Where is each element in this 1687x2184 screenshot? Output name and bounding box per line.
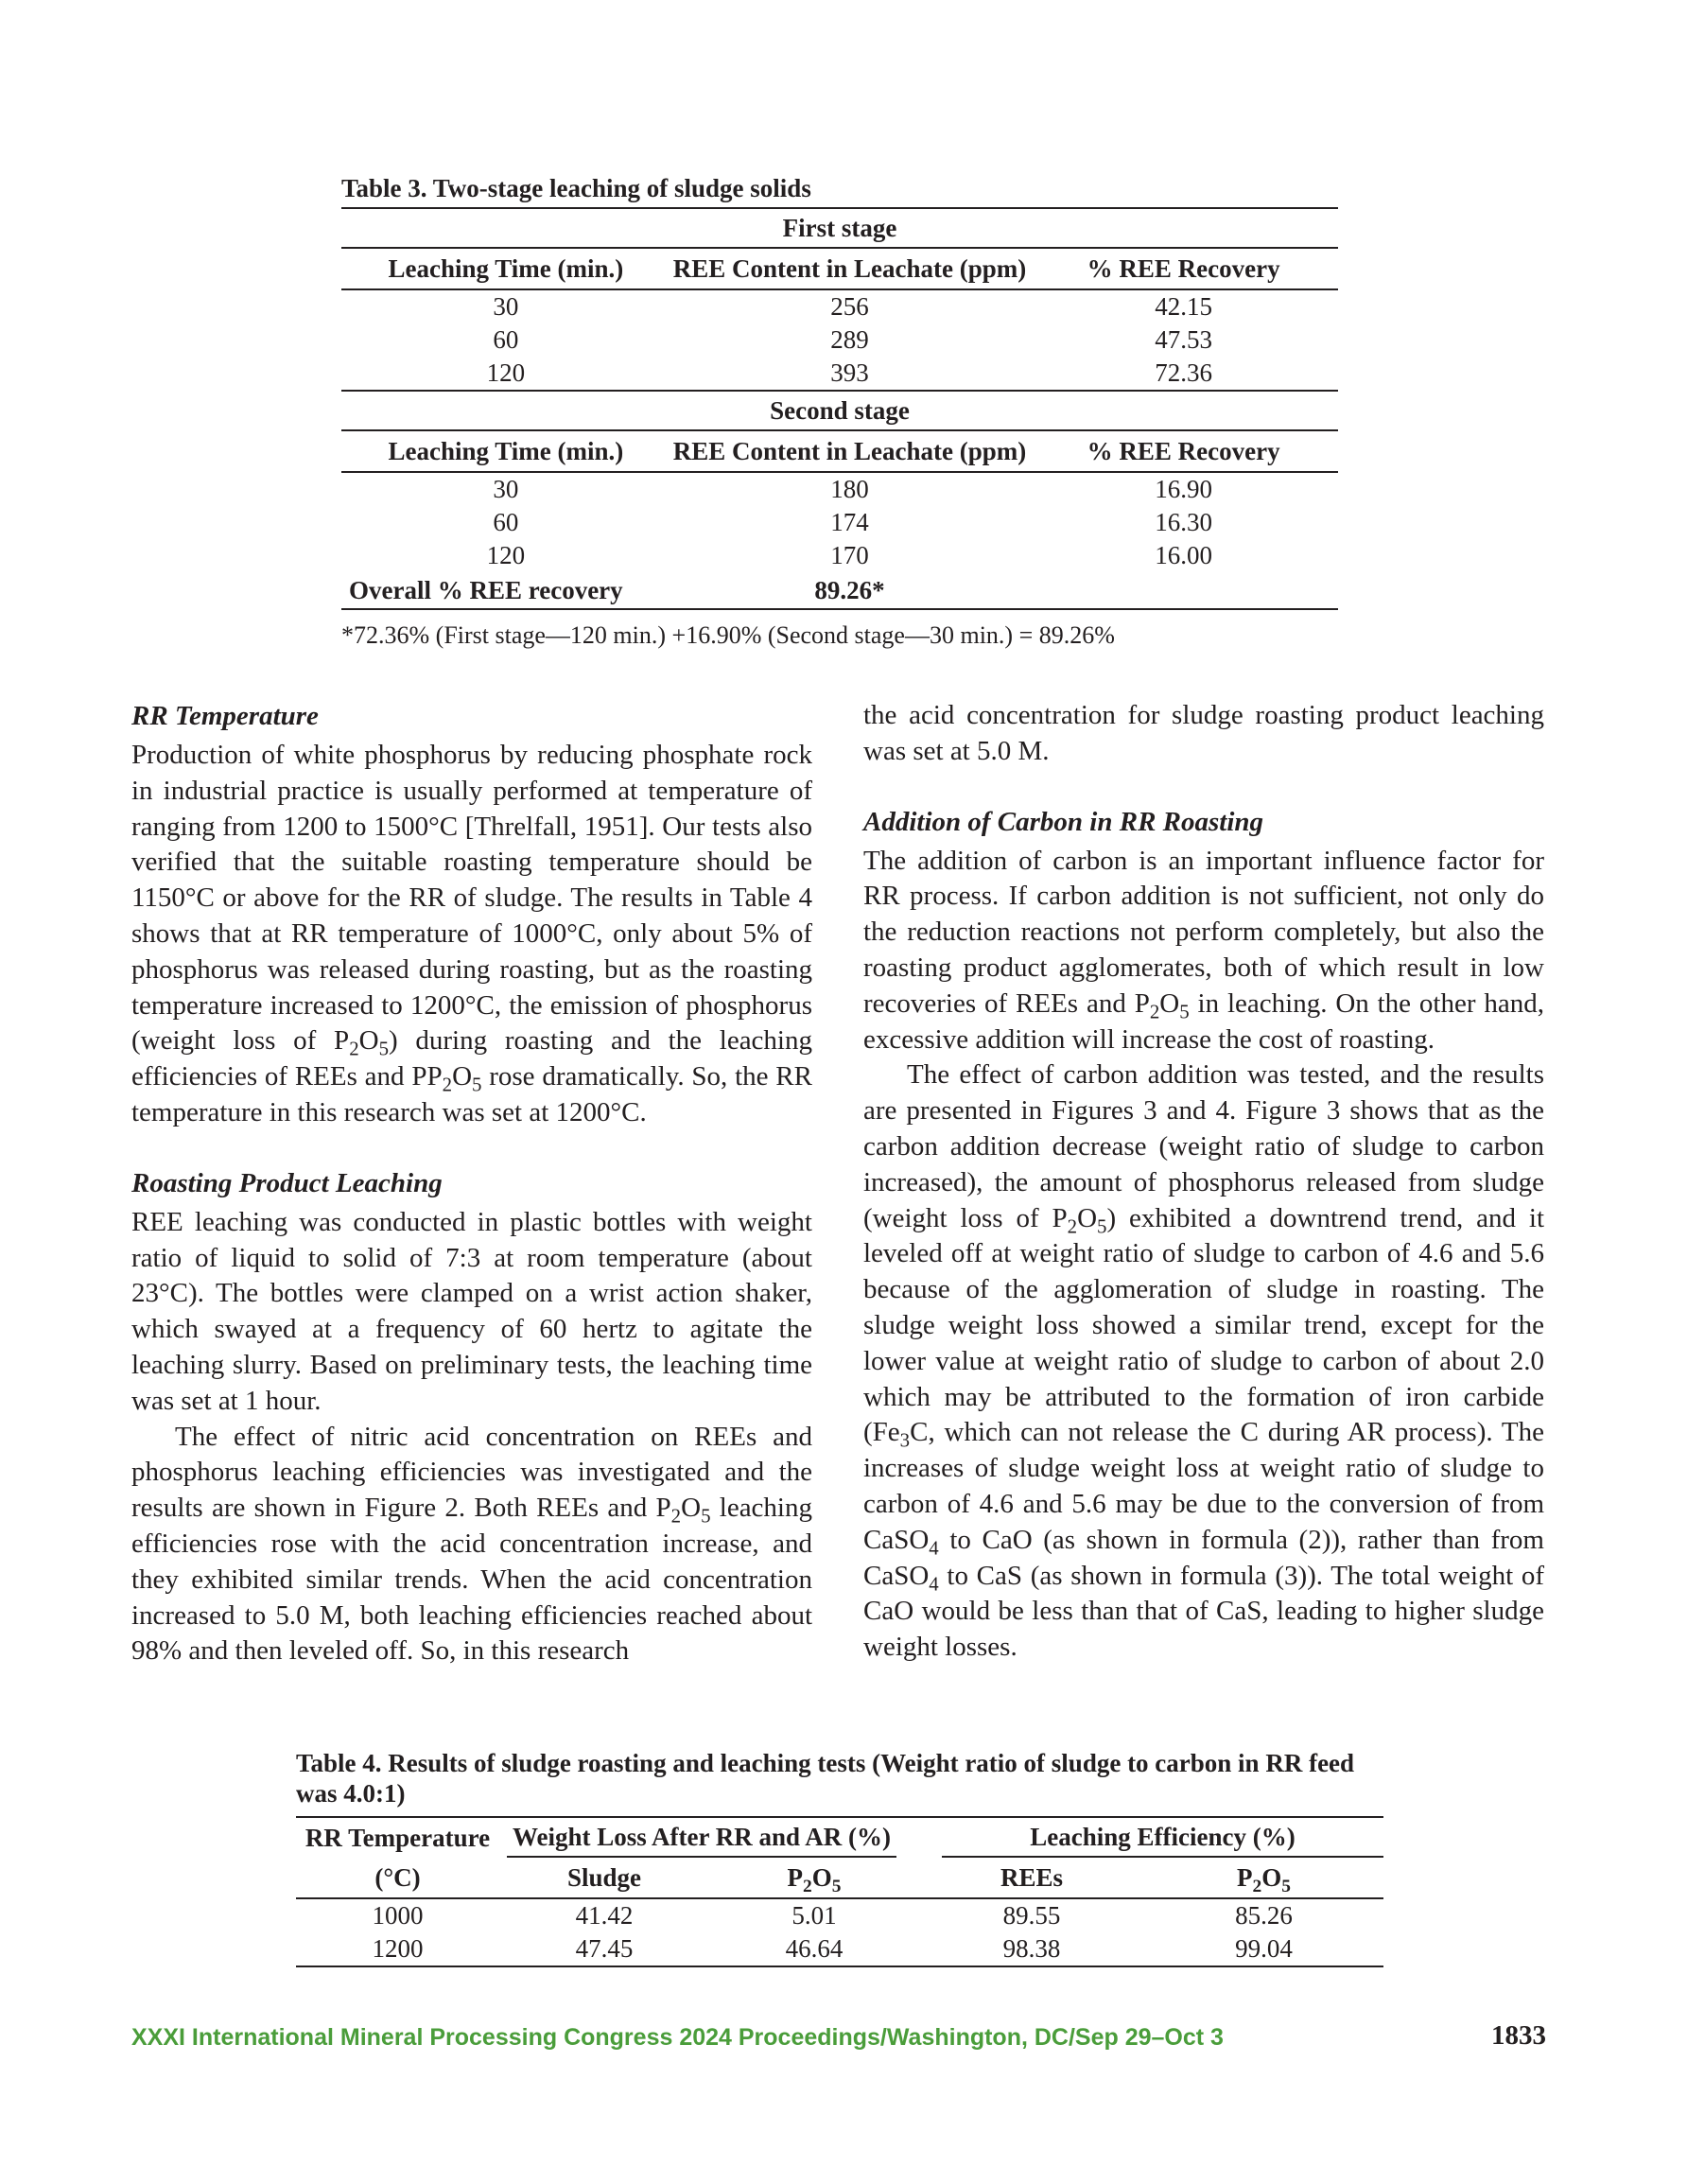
table-cell: 60 [493,325,519,354]
column-header: Leaching Time (min.) [341,430,670,472]
table-cell: 30 [493,292,519,321]
column-header: (°C) [296,1858,499,1898]
data-table [341,207,1338,610]
table-cell: 120 [486,541,526,569]
table-cell: 1200 [296,1932,499,1966]
table-footnote: *72.36% (First stage—120 min.) +16.90% (Second stage—30 min.) = 89.26% [341,621,1115,649]
section-heading: Roasting Product Leaching [131,1167,443,1198]
table-cell: 89.55 [1002,1901,1061,1930]
paragraph: The addition of carbon is an important influence factor for RR process. If carbon addition is not sufficient, not only do the reduction reactions not perform completely, but also the roasting product agglomerates, both of which result in low recoveries of REEs and $P_2O_5$ in leaching. On the other hand, excessive addition will increase the cost of roasting. [863,845,1544,1055]
table-cell: 16.00 [1155,541,1212,569]
table-3 [341,173,1338,650]
table-cell: 16.30 [1155,508,1212,536]
overall-recovery-value: 89.26* [670,572,1029,609]
table-cell: 1000 [372,1901,424,1930]
table-cell: 85.26 [1235,1901,1293,1930]
column-header: % REE Recovery [1029,248,1338,289]
column-group-header: Weight Loss After RR and AR (%) [499,1817,919,1858]
footer-text: XXXI International Mineral Processing Congress 2024 Proceedings/Washington, DC/Sep 29–Oct 3 [131,2024,1224,2051]
table-caption: Table 4. Results of sludge roasting and leaching tests (Weight ratio of sludge to carbon in RR feed was 4.0:1) [296,1749,1355,1808]
table-cell: 256 [830,292,869,321]
table-cell: 30 [493,475,519,503]
table-cell: 42.15 [1155,292,1212,321]
section-heading: RR Temperature [131,701,319,731]
table-cell: 47.45 [499,1932,709,1966]
first-stage-label: First stage [341,208,1338,248]
table-cell: 393 [830,358,869,387]
paragraph: the acid concentration for sludge roasting product leaching was set at 5.0 M. [863,700,1544,766]
paragraph: Production of white phosphorus by reducing phosphate rock in industrial practice is usually performed at temperature of ranging from 1200 to 1500°C [Threlfall, 1951]. Our tests also verified that the suitable roasting temperature should be 1150°C or above for the RR of sludge. The results in Table 4 shows that at RR temperature of 1000°C, only about 5% of phosphorus was released during roasting, but as the roasting temperature increased to 1200°C, the emission of phosphorus (weight loss of $P_2O_5$) during roasting and the leaching efficiencies of REEs and $PP_2O_5$ rose dramatically. So, the RR temperature in this research was set at 1200°C. [131,740,812,1127]
table-caption: Table 3. Two-stage leaching of sludge solids [341,174,811,202]
column-header: REE Content in Leachate (ppm) [670,430,1029,472]
table-cell: 16.90 [1155,475,1212,503]
table-cell: 41.42 [575,1901,634,1930]
section-heading: Addition of Carbon in RR Roasting [863,806,1264,837]
table-cell: 180 [830,475,869,503]
table-cell: 46.64 [709,1932,919,1966]
table-cell: 289 [830,325,869,354]
overall-recovery-label: Overall % REE recovery [341,572,670,609]
table-4 [296,1748,1383,1967]
second-stage-label: Second stage [341,391,1338,430]
table-cell: 99.04 [1144,1932,1383,1966]
column-header: % REE Recovery [1029,430,1338,472]
column-header: REE Content in Leachate (ppm) [670,248,1029,289]
column-header: Sludge [499,1858,709,1898]
paragraph: The effect of nitric acid concentration on REEs and phosphorus leaching efficiencies was investigated and the results are shown in Figure 2. Both REEs and $P_2O_5$ leaching efficiencies rose with the acid concentration increase, and they exhibited similar trends. When the acid concentration increased to 5.0 M, both leaching efficiencies reached about 98% and then leveled off. So, in this research [131,1421,812,1667]
table-cell: 170 [830,541,869,569]
column-header: $P_2O_5$ [709,1858,919,1898]
table-cell: 98.38 [919,1932,1144,1966]
empty-cell [1029,572,1338,609]
column-header: REEs [919,1858,1144,1898]
right-column [863,698,1544,1666]
table-cell: 5.01 [791,1901,837,1930]
column-header: RR Temperature [296,1817,499,1858]
page-number: 1833 [1491,2020,1546,2051]
table-cell: 72.36 [1155,358,1212,387]
table-cell: 174 [830,508,869,536]
column-group-header: Leaching Efficiency (%) [919,1817,1383,1858]
column-header: $P_2O_5$ [1144,1858,1383,1898]
table-cell: 47.53 [1155,325,1212,354]
table-cell: 60 [493,508,519,536]
data-table [296,1816,1383,1967]
paragraph: The effect of carbon addition was tested, and the results are presented in Figures 3 and 4. Figure 3 shows that as the carbon addition decrease (weight ratio of sludge to carbon increased), the amount of phosphorus released from sludge (weight loss of $P_2O_5$) exhibited a downtrend trend, and it leveled off at weight ratio of sludge to carbon of 4.6 and 5.6 because of the agglomeration of sludge in roasting. The sludge weight loss showed a similar trend, except for the lower value at weight ratio of sludge to carbon of about 2.0 which may be attributed to the formation of iron carbide ($Fe_3C$, which can not release the C during AR process). The increases of sludge weight loss at weight ratio of sludge to carbon of 4.6 and 5.6 may be due to the conversion of from CaSO$_4$ to CaO (as shown in formula (2)), rather than from CaSO$_4$ to CaS (as shown in formula (3)). The total weight of CaO would be less than that of CaS, leading to higher sludge weight losses. [863,1059,1544,1663]
table-cell: 120 [486,358,526,387]
paragraph: REE leaching was conducted in plastic bottles with weight ratio of liquid to solid of 7:3 at room temperature (about 23°C). The bottles were clamped on a wrist action shaker, which swayed at a frequency of 60 hertz to agitate the leaching slurry. Based on preliminary tests, the leaching time was set at 1 hour. [131,1206,812,1416]
column-header: Leaching Time (min.) [341,248,670,289]
left-column [131,698,812,1669]
